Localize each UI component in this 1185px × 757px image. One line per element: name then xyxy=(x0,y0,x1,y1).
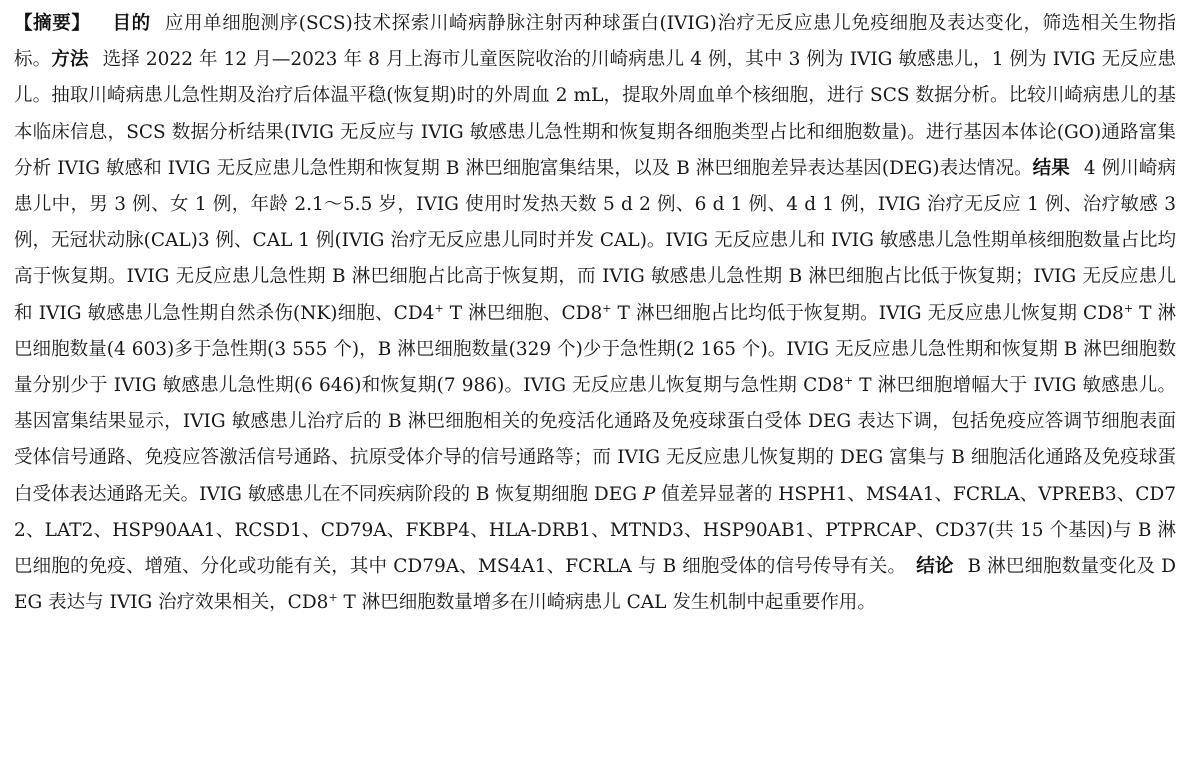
superscript-plus: + xyxy=(1123,301,1134,315)
methods-heading: 方法 xyxy=(51,49,89,71)
results-text-4: T 淋巴细胞数量(4 603)多于急性期(3 555 个)，B 淋巴细胞数量(329 个)少于急性期(2 165 个)。IVIG 无反应患儿急性期和恢复期 B 淋巴细胞数量分别少于 IVIG 敏感患儿急性期(6 646)和恢复期(7 986)。IVIG 无反应患儿恢复期与急性期 CD8 xyxy=(14,302,1177,397)
results-text-3: T 淋巴细胞占比均低于恢复期。IVIG 无反应患儿恢复期 CD8 xyxy=(611,302,1124,324)
results-text-5: T 淋巴细胞增幅大于 IVIG 敏感患儿。基因富集结果显示，IVIG 敏感患儿治疗后的 B 淋巴细胞相关的免疫活化通路及免疫球蛋白受体 DEG 表达下调，包括免疫应答调节细胞表面受体信号通路、免疫应答激活信号通路、抗原受体介导的信号通路等；而 IVIG 无反应患儿恢复期的 DEG 富集与 B 细胞活化通路及免疫球蛋白受体表达通路无关。IVIG 敏感患儿在不同疾病阶段的 B 恢复期细胞 DEG xyxy=(14,375,1176,505)
p-value-symbol: P xyxy=(642,483,656,505)
abstract-paragraph xyxy=(14,6,1176,621)
results-text-1: 4 例川崎病患儿中，男 3 例、女 1 例，年龄 2.1～5.5 岁，IVIG 使用时发热天数 5 d 2 例、6 d 1 例、4 d 1 例，IVIG 治疗无反应 1 例、治疗敏感 3 例，无冠状动脉(CAL)3 例、CAL 1 例(IVIG 治疗无反应患儿同时并发 CAL)。IVIG 无反应患儿和 IVIG 敏感患儿急性期单核细胞数量占比均高于恢复期。IVIG 无反应患儿急性期 B 淋巴细胞占比高于恢复期，而 IVIG 敏感患儿急性期 B 淋巴细胞占比低于恢复期；IVIG 无反应患儿和 IVIG 敏感患儿急性期自然杀伤(NK)细胞、CD4 xyxy=(14,157,1176,324)
conclusion-text-1: B 淋巴细胞数量变化及 DEG 表达与 IVIG 治疗效果相关，CD8 xyxy=(14,556,1176,614)
conclusion-text-2: T 淋巴细胞数量增多在川崎病患儿 CAL 发生机制中起重要作用。 xyxy=(337,592,876,614)
superscript-plus: + xyxy=(328,591,338,605)
results-text-6: 值差异显著的 HSPH1、MS4A1、FCRLA、VPREB3、CD72、LAT2、HSP90AA1、RCSD1、CD79A、FKBP4、HLA-DRB1、MTND3、HSP90AB1、PTPRCAP、CD37(共 15 个基因)与 B 淋巴细胞的免疫、增殖、分化或功能有关，其中 CD79A、MS4A1、FCRLA 与 B 细胞受体的信号传导有关。 xyxy=(14,483,1176,578)
results-text-2: T 淋巴细胞、CD8 xyxy=(443,302,603,324)
methods-text: 选择 2022 年 12 月—2023 年 8 月上海市儿童医院收治的川崎病患儿 4 例，其中 3 例为 IVIG 敏感患儿，1 例为 IVIG 无反应患儿。抽取川崎病患儿急性期及治疗后体温平稳(恢复期)时的外周血 2 mL，提取外周血单个核细胞，进行 SCS 数据分析。比较川崎病患儿的基本临床信息，SCS 数据分析结果(IVIG 无反应与 IVIG 敏感患儿急性期和恢复期各细胞类型占比和细胞数量)。进行基因本体论(GO)通路富集分析 IVIG 敏感和 IVIG 无反应患儿急性期和恢复期 B 淋巴细胞富集结果，以及 B 淋巴细胞差异表达基因(DEG)表达情况。 xyxy=(14,49,1176,179)
superscript-plus: + xyxy=(434,301,444,315)
abstract-label: 【摘要】 xyxy=(14,13,91,34)
superscript-plus: + xyxy=(843,374,854,388)
objective-heading: 目的 xyxy=(112,13,151,34)
objective-text: 应用单细胞测序(SCS)技术探索川崎病静脉注射丙种球蛋白(IVIG)治疗无反应患儿免疫细胞及表达变化，筛选相关生物指标。 xyxy=(14,13,1176,71)
conclusion-heading: 结论 xyxy=(916,556,954,578)
superscript-plus: + xyxy=(602,301,612,315)
results-heading: 结果 xyxy=(1032,157,1070,179)
